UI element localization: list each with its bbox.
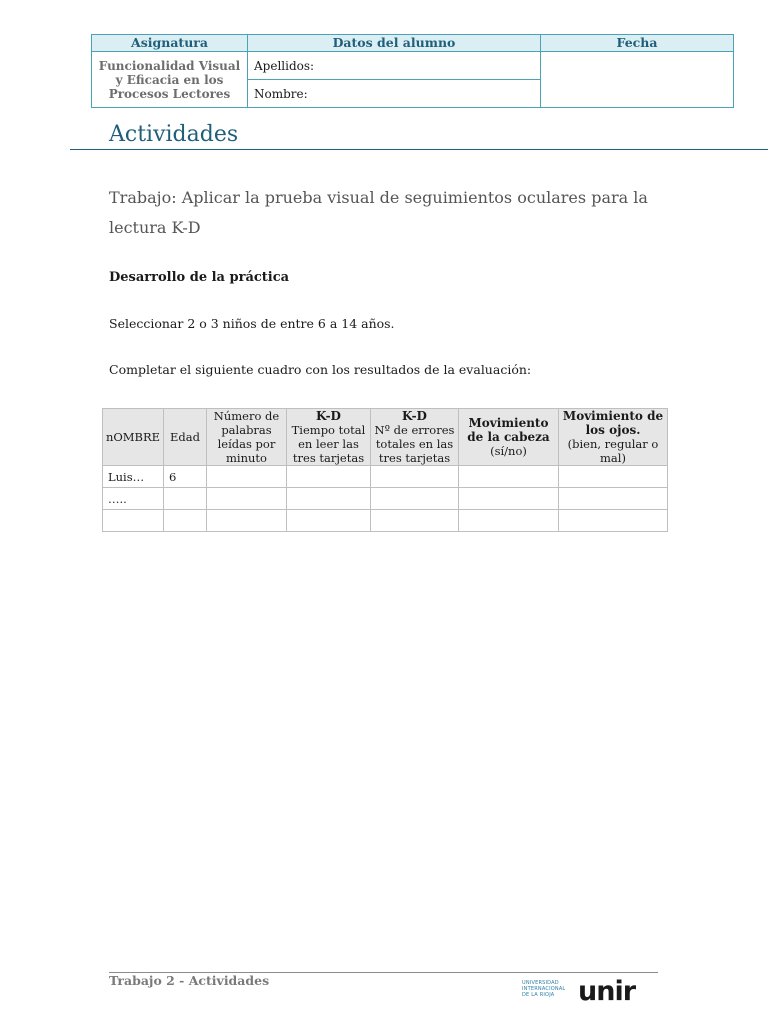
col-kd-time (287, 409, 371, 466)
table-cell[interactable] (559, 466, 668, 488)
table-cell[interactable] (207, 466, 287, 488)
table-row (103, 488, 668, 510)
header-subject: Asignatura (92, 35, 248, 52)
col-age: Edad (164, 409, 207, 466)
logo-university-name (522, 980, 565, 998)
header-table (91, 34, 734, 108)
table-cell[interactable] (164, 510, 207, 532)
table-cell[interactable] (459, 466, 559, 488)
table-cell[interactable] (371, 466, 459, 488)
table-row (103, 510, 668, 532)
logo-wordmark: unir (578, 976, 636, 1007)
subject-name (92, 52, 248, 108)
col-head-movement-desc: (sí/no) (490, 444, 527, 458)
col-kd-errors (371, 409, 459, 466)
table-cell[interactable] (164, 488, 207, 510)
col-words: Número de palabras leídas por minuto (207, 409, 287, 466)
results-header-row (103, 409, 668, 466)
table-cell[interactable]: ….. (103, 488, 164, 510)
table-cell[interactable] (207, 510, 287, 532)
col-eye-movement (559, 409, 668, 466)
col-head-movement (459, 409, 559, 466)
task-description: Trabajo: Aplicar la prueba visual de seguimientos oculares para la lectura K-D (109, 188, 648, 237)
header-student-data: Datos del alumno (248, 35, 541, 52)
col-name: nOMBRE (103, 409, 164, 466)
subject-line-2: y Eficacia en los (115, 72, 224, 87)
section-heading: Desarrollo de la práctica (109, 270, 290, 285)
instruction-paragraph-2: Completar el siguiente cuadro con los resultados de la evaluación: (109, 362, 532, 377)
results-table (102, 408, 668, 532)
table-cell[interactable] (459, 510, 559, 532)
header-date: Fecha (541, 35, 734, 52)
col-eye-movement-title: Movimiento de los ojos. (562, 409, 664, 437)
instruction-paragraph-1: Seleccionar 2 o 3 niños de entre 6 a 14 años. (109, 316, 395, 331)
surname-field[interactable]: Apellidos: (248, 52, 541, 80)
col-kd-errors-desc: Nº de errores totales en las tres tarjetas (374, 423, 455, 465)
footer-text: Trabajo 2 - Actividades (109, 973, 270, 988)
table-cell[interactable] (103, 510, 164, 532)
table-cell[interactable] (207, 488, 287, 510)
table-cell[interactable] (559, 510, 668, 532)
col-head-movement-title: Movimiento de la cabeza (467, 416, 550, 444)
table-cell[interactable] (287, 466, 371, 488)
col-kd-time-title: K-D (316, 409, 341, 423)
table-cell[interactable]: 6 (164, 466, 207, 488)
table-cell[interactable] (559, 488, 668, 510)
logo-line-3: DE LA RIOJA (522, 992, 555, 998)
subject-line-3: Procesos Lectores (108, 86, 231, 101)
col-kd-time-desc: Tiempo total en leer las tres tarjetas (291, 423, 366, 465)
table-cell[interactable] (287, 488, 371, 510)
title-divider (70, 149, 768, 150)
table-cell[interactable] (371, 488, 459, 510)
col-eye-movement-desc: (bien, regular o mal) (567, 437, 659, 465)
page-title: Actividades (109, 122, 239, 147)
logo-line-2: INTERNACIONAL (522, 986, 566, 992)
table-row (103, 466, 668, 488)
unir-logo (522, 978, 662, 1008)
table-cell[interactable] (459, 488, 559, 510)
subject-line-1: Funcionalidad Visual (98, 58, 241, 73)
logo-line-1: UNIVERSIDAD (522, 980, 559, 986)
table-cell[interactable] (371, 510, 459, 532)
name-field[interactable]: Nombre: (248, 80, 541, 108)
table-cell[interactable] (287, 510, 371, 532)
date-field[interactable] (541, 52, 734, 108)
table-cell[interactable]: Luis… (103, 466, 164, 488)
col-kd-errors-title: K-D (402, 409, 427, 423)
